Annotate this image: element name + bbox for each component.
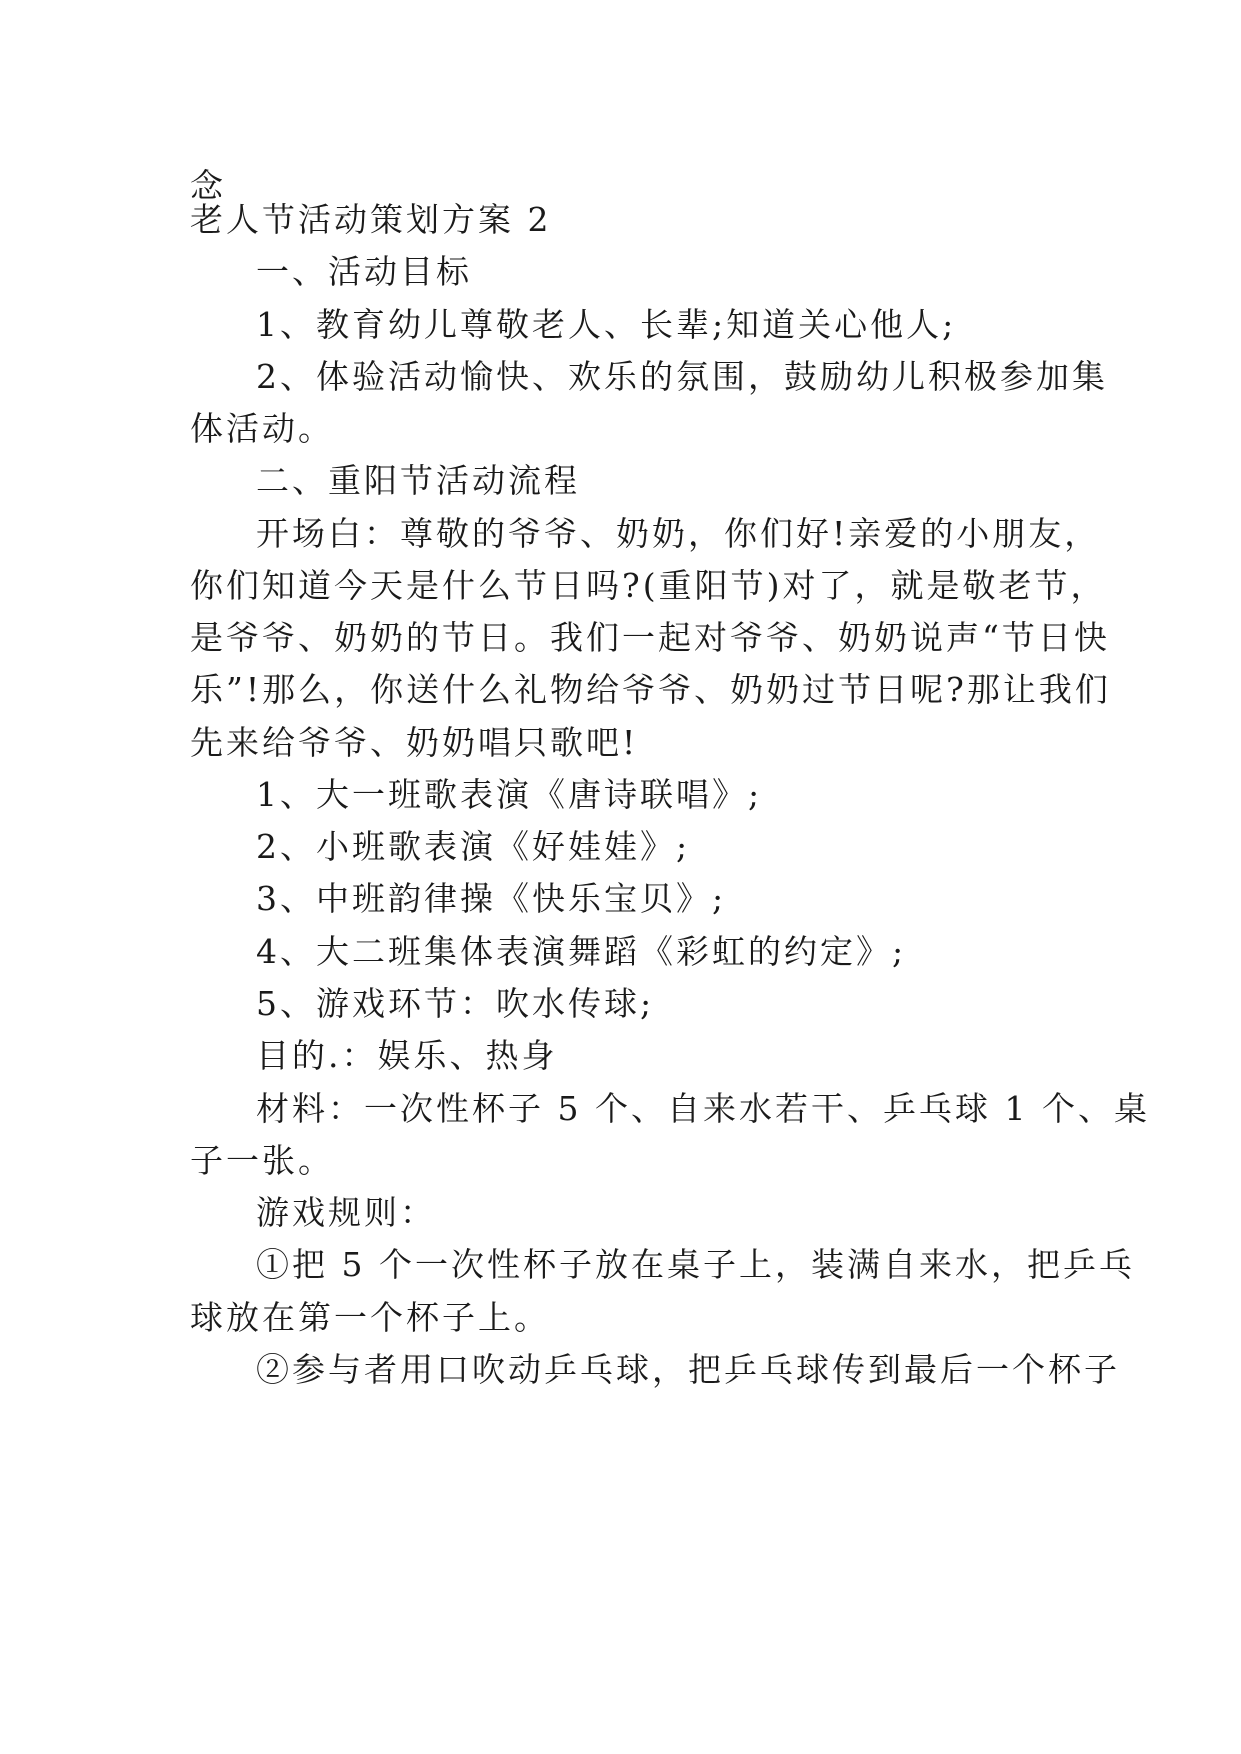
opening-paragraph-line: 乐”!那么，你送什么礼物给爷爷、奶奶过节日呢?那让我们	[190, 670, 1111, 709]
goal-item-2-cont: 体活动。	[190, 409, 334, 448]
opening-paragraph-line: 你们知道今天是什么节日吗?(重阳节)对了，就是敬老节，	[190, 566, 1107, 605]
program-item-4: 4、大二班集体表演舞蹈《彩虹的约定》;	[256, 932, 907, 971]
game-rules-heading: 游戏规则：	[256, 1193, 436, 1232]
game-materials-cont: 子一张。	[190, 1141, 334, 1180]
game-materials: 材料：一次性杯子 5 个、自来水若干、乒乓球 1 个、桌	[256, 1089, 1150, 1128]
opening-paragraph: 开场白：尊敬的爷爷、奶奶，你们好!亲爱的小朋友，	[256, 514, 1101, 553]
section-title: 老人节活动策划方案 2	[190, 200, 552, 239]
game-rule-2: ②参与者用口吹动乒乓球，把乒乓球传到最后一个杯子	[256, 1350, 1120, 1389]
text-line-fragment: 念	[190, 166, 226, 205]
program-item-3: 3、中班韵律操《快乐宝贝》;	[256, 879, 727, 918]
game-rule-1-cont: 球放在第一个杯子上。	[190, 1298, 550, 1337]
program-item-1: 1、大一班歌表演《唐诗联唱》;	[256, 775, 763, 814]
goal-item-1: 1、教育幼儿尊敬老人、长辈;知道关心他人;	[256, 305, 957, 344]
game-purpose: 目的.：娱乐、热身	[256, 1036, 558, 1075]
heading-activity-flow: 二、重阳节活动流程	[256, 461, 580, 500]
heading-activity-goals: 一、活动目标	[256, 252, 472, 291]
opening-paragraph-line: 先来给爷爷、奶奶唱只歌吧!	[190, 723, 639, 762]
goal-item-2: 2、体验活动愉快、欢乐的氛围，鼓励幼儿积极参加集	[256, 357, 1108, 396]
document-page	[190, 0, 1150, 1754]
program-item-5: 5、游戏环节：吹水传球;	[256, 984, 655, 1023]
opening-paragraph-line: 是爷爷、奶奶的节日。我们一起对爷爷、奶奶说声“节日快	[190, 618, 1110, 657]
program-item-2: 2、小班歌表演《好娃娃》;	[256, 827, 691, 866]
game-rule-1: ①把 5 个一次性杯子放在桌子上，装满自来水，把乒乓	[256, 1245, 1135, 1284]
